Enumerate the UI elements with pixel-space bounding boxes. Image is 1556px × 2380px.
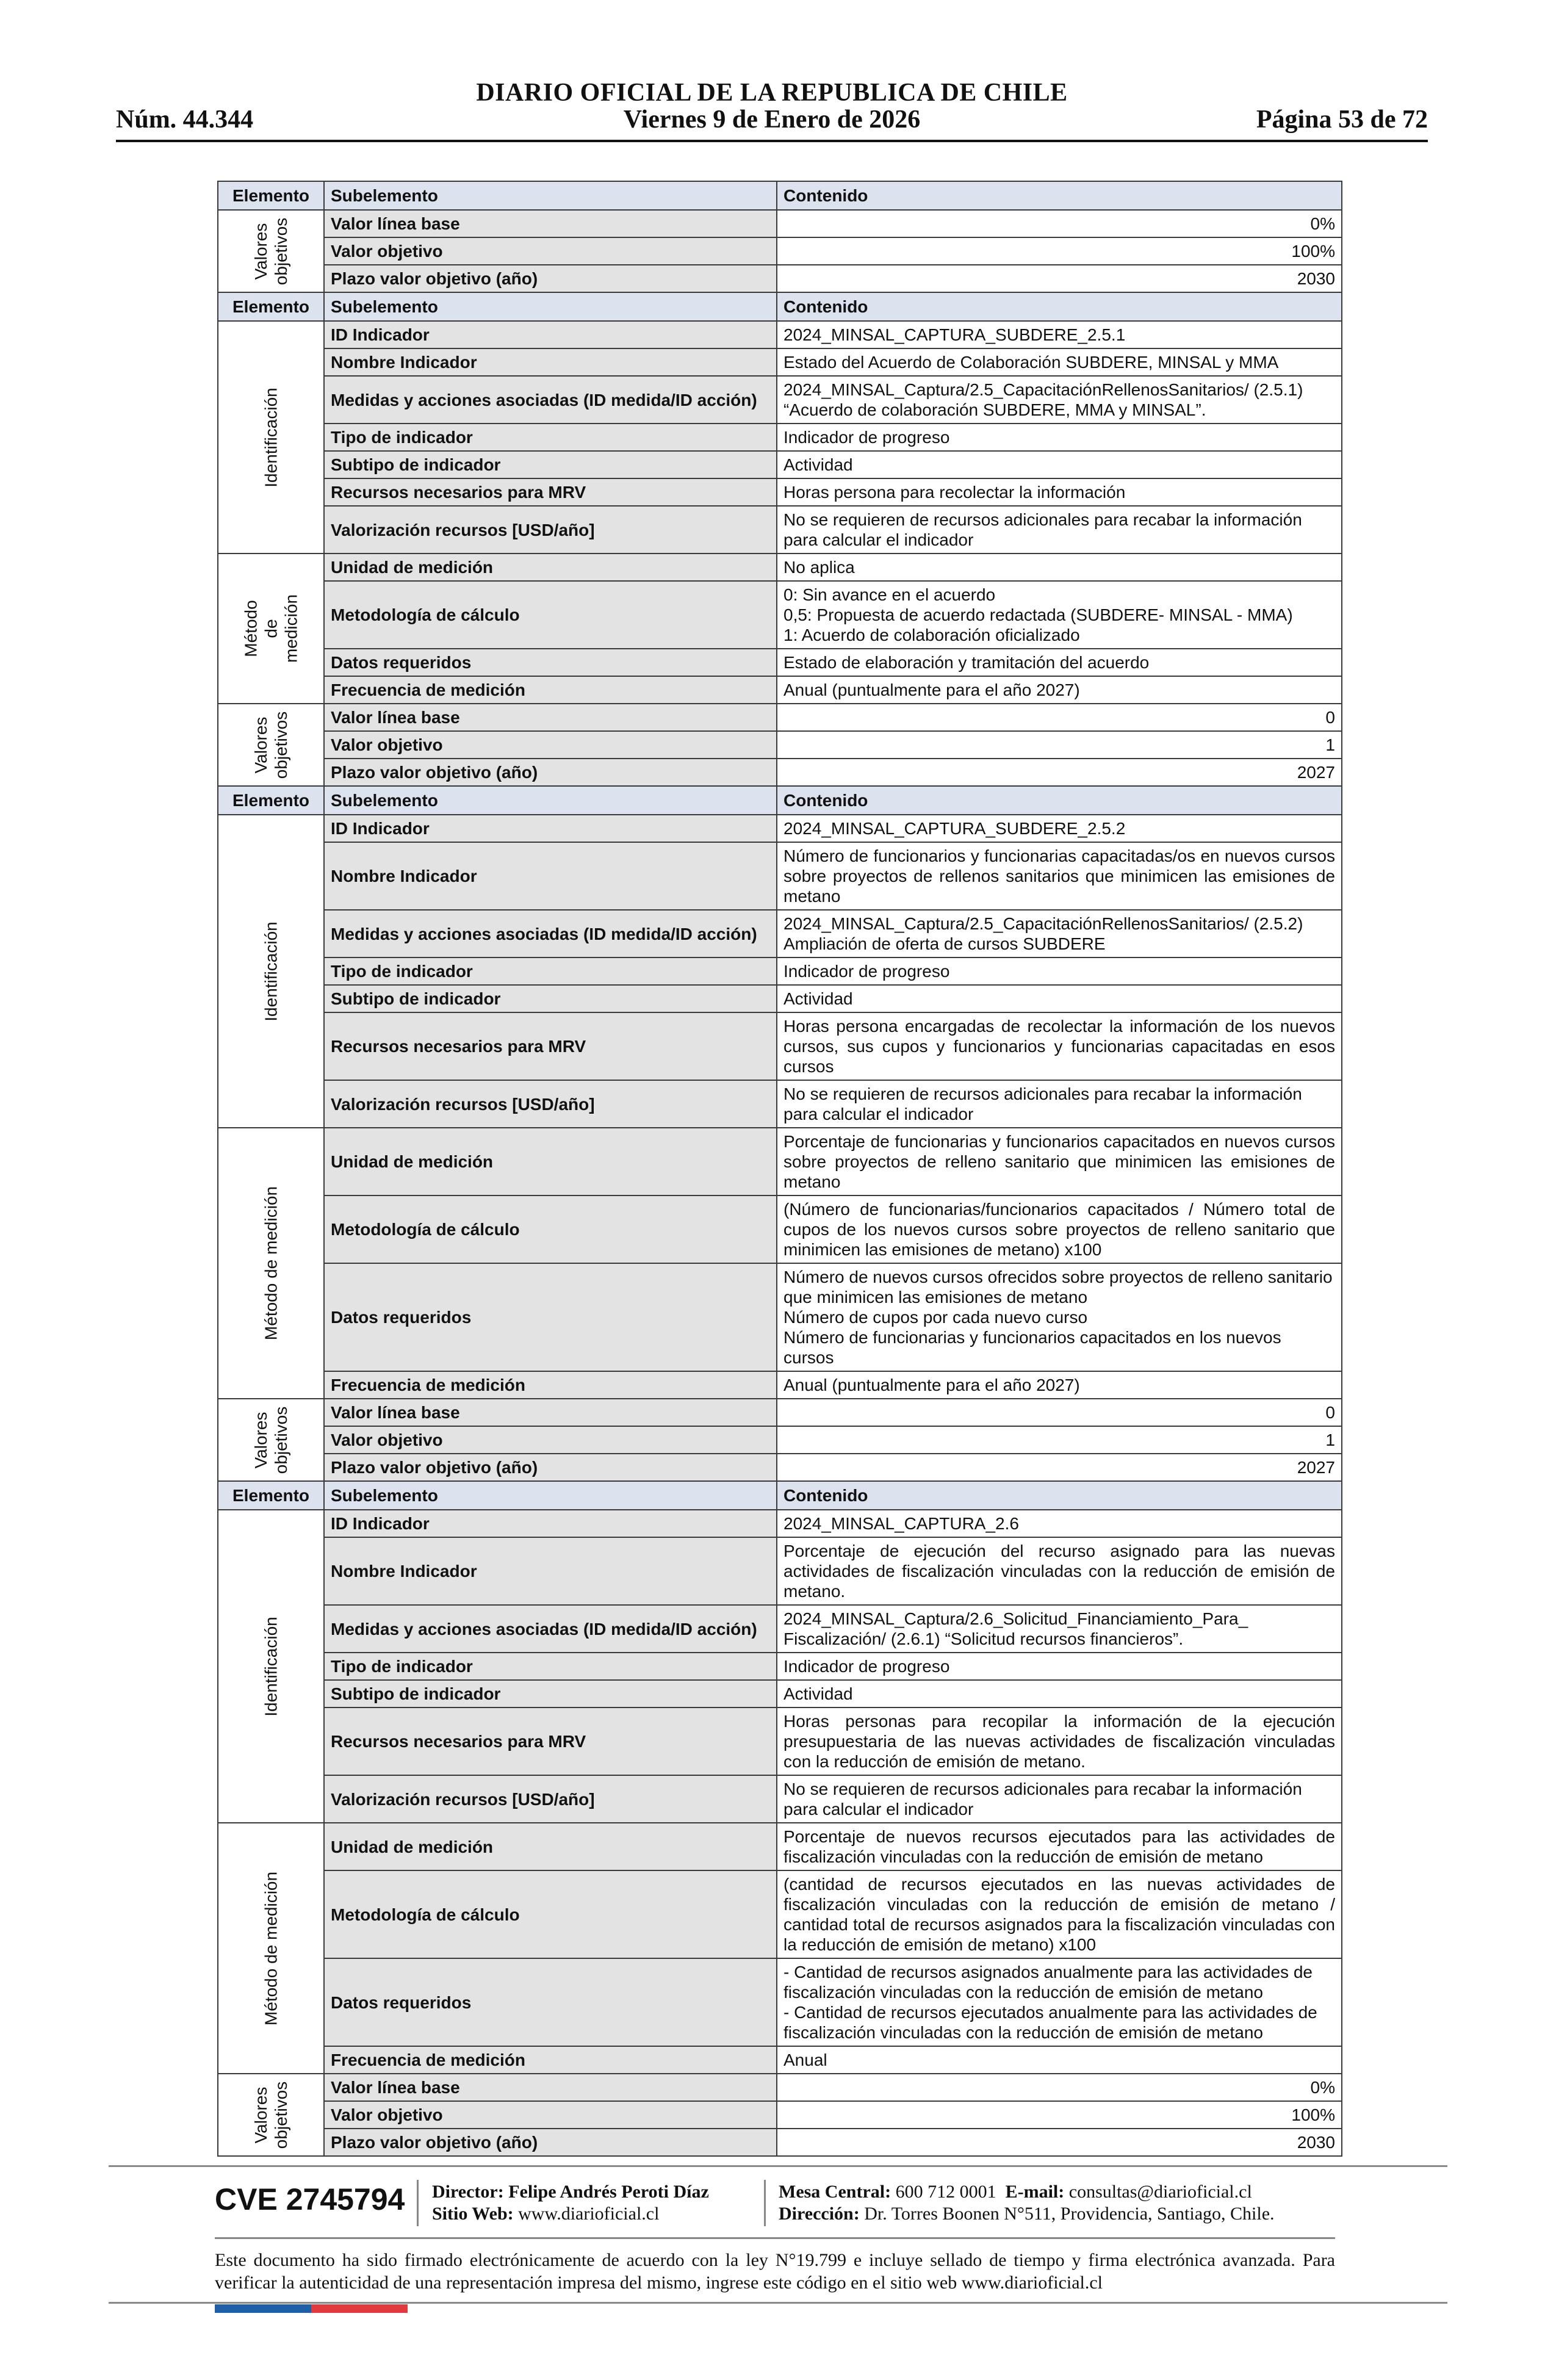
header-contenido: Contenido (777, 292, 1342, 321)
issue-number: Núm. 44.344 (116, 106, 254, 134)
group-valores-objetivos (218, 704, 324, 786)
row-subelement: Datos requeridos (324, 1958, 777, 2046)
address-label: Dirección: (779, 2204, 860, 2224)
row-content: 0% (777, 2074, 1342, 2101)
row-subelement: Valor objetivo (324, 1426, 777, 1454)
indicator-table (217, 181, 1341, 2157)
group-label: Identificación (261, 387, 281, 488)
row-content: 0 (777, 1399, 1342, 1426)
table-row (218, 451, 1342, 478)
row-subelement: Plazo valor objetivo (año) (324, 2129, 777, 2156)
table-header-row (218, 292, 1342, 321)
row-subelement: Recursos necesarios para MRV (324, 478, 777, 506)
table-row (218, 478, 1342, 506)
table-row (218, 1870, 1342, 1958)
table-header-row (218, 1481, 1342, 1510)
group-label: Valores objetivos (251, 2081, 290, 2149)
row-subelement: Medidas y acciones asociadas (ID medida/ID acción) (324, 376, 777, 424)
table-row (218, 704, 1342, 731)
row-content: Horas persona encargadas de recolectar la información de los nuevos cursos, sus cupos y funcionarios y funcionarias capacitadas en esos cursos (777, 1012, 1342, 1080)
table-row (218, 676, 1342, 704)
row-content: 0 (777, 704, 1342, 731)
row-content: No se requieren de recursos adicionales para recabar la información para calcular el indicador (777, 1775, 1342, 1823)
table-row (218, 957, 1342, 985)
row-subelement: Valor objetivo (324, 731, 777, 759)
footer-rule-bottom (109, 2302, 1447, 2304)
group-valores-objetivos (218, 2074, 324, 2156)
header-subelemento: Subelemento (324, 292, 777, 321)
row-content: 2024_MINSAL_CAPTURA_SUBDERE_2.5.1 (777, 321, 1342, 348)
row-subelement: Medidas y acciones asociadas (ID medida/ID acción) (324, 910, 777, 957)
row-content: Indicador de progreso (777, 957, 1342, 985)
row-content: 100% (777, 237, 1342, 265)
table-row (218, 910, 1342, 957)
table-row (218, 1263, 1342, 1371)
row-content: 1 (777, 731, 1342, 759)
table-row (218, 581, 1342, 649)
row-subelement: ID Indicador (324, 1510, 777, 1537)
table-row (218, 348, 1342, 376)
group-metodo-medicion (218, 1128, 324, 1399)
row-subelement: Datos requeridos (324, 649, 777, 676)
table-header-row (218, 181, 1342, 210)
phone-number: 600 712 0001 (895, 2182, 996, 2202)
row-content: No aplica (777, 554, 1342, 581)
table-row (218, 265, 1342, 292)
row-subelement: Medidas y acciones asociadas (ID medida/ID acción) (324, 1605, 777, 1653)
flag-bar-red (311, 2304, 408, 2313)
row-subelement: Frecuencia de medición (324, 1371, 777, 1399)
table-row (218, 1537, 1342, 1605)
signature-note: Este documento ha sido firmado electrónicamente de acuerdo con la ley N°19.799 e incluye sellado de tiempo y firma electrónica avanzada. Para verificar la autenticidad de una representación impresa del mismo, ingrese este código en el sitio web www.diarioficial.cl (215, 2250, 1335, 2293)
table-row (218, 1958, 1342, 2046)
row-content: 2024_MINSAL_Captura/2.5_CapacitaciónRellenosSanitarios/ (2.5.2) Ampliación de oferta de cursos SUBDERE (777, 910, 1342, 957)
row-subelement: Valor línea base (324, 704, 777, 731)
row-subelement: Unidad de medición (324, 554, 777, 581)
address-text: Dr. Torres Boonen N°511, Providencia, Santiago, Chile. (864, 2204, 1275, 2224)
table-row (218, 1454, 1342, 1481)
header-elemento: Elemento (218, 786, 324, 815)
row-subelement: Plazo valor objetivo (año) (324, 1454, 777, 1481)
table-row (218, 1823, 1342, 1870)
row-content: Anual (777, 2046, 1342, 2074)
page-number: Página 53 de 72 (1256, 106, 1428, 134)
group-label: Valores objetivos (251, 217, 290, 285)
table-row (218, 1128, 1342, 1195)
director-name: Felipe Andrés Peroti Díaz (508, 2182, 709, 2202)
row-subelement: Valor línea base (324, 210, 777, 237)
row-subelement: Nombre Indicador (324, 842, 777, 910)
group-label: Método de medición (241, 594, 301, 663)
footer-divider (417, 2180, 419, 2226)
email-link[interactable]: consultas@diarioficial.cl (1068, 2182, 1252, 2202)
row-content: Anual (puntualmente para el año 2027) (777, 676, 1342, 704)
row-subelement: Unidad de medición (324, 1128, 777, 1195)
header-subelemento: Subelemento (324, 181, 777, 210)
row-content: Estado del Acuerdo de Colaboración SUBDERE, MINSAL y MMA (777, 348, 1342, 376)
row-subelement: Tipo de indicador (324, 1653, 777, 1680)
row-subelement: Metodología de cálculo (324, 581, 777, 649)
table-row (218, 237, 1342, 265)
table-row (218, 1510, 1342, 1537)
row-content: Horas personas para recopilar la información de la ejecución presupuestaria de las nuevas actividades de fiscalización vinculadas con la reducción de emisión de metano. (777, 1707, 1342, 1775)
row-content: 2024_MINSAL_CAPTURA_SUBDERE_2.5.2 (777, 815, 1342, 842)
group-label: Método de medición (261, 1186, 281, 1341)
row-content: Porcentaje de nuevos recursos ejecutados para las actividades de fiscalización vinculadas con la reducción de emisión de metano (777, 1823, 1342, 1870)
row-content: 2024_MINSAL_Captura/2.5_CapacitaciónRellenosSanitarios/ (2.5.1) “Acuerdo de colaboración SUBDERE, MMA y MINSAL”. (777, 376, 1342, 424)
row-content: Porcentaje de funcionarias y funcionarios capacitados en nuevos cursos sobre proyectos de relleno sanitario que minimicen las emisiones de metano (777, 1128, 1342, 1195)
row-content: No se requieren de recursos adicionales para recabar la información para calcular el indicador (777, 1080, 1342, 1128)
table-row (218, 815, 1342, 842)
row-subelement: ID Indicador (324, 321, 777, 348)
row-content: 2027 (777, 1454, 1342, 1481)
footer-director-block (432, 2181, 709, 2225)
header-subelemento: Subelemento (324, 1481, 777, 1510)
row-subelement: Valorización recursos [USD/año] (324, 506, 777, 554)
row-subelement: Frecuencia de medición (324, 676, 777, 704)
flag-bar-blue (215, 2304, 311, 2313)
row-subelement: Valor objetivo (324, 2101, 777, 2129)
footer-rule-top (109, 2165, 1447, 2167)
row-subelement: Recursos necesarios para MRV (324, 1012, 777, 1080)
row-subelement: Tipo de indicador (324, 957, 777, 985)
row-subelement: Valor línea base (324, 2074, 777, 2101)
row-content: 2024_MINSAL_Captura/2.6_Solicitud_Financiamiento_Para_ Fiscalización/ (2.6.1) “Solicitud recursos financieros”. (777, 1605, 1342, 1653)
table-row (218, 1012, 1342, 1080)
footer-rule-middle (215, 2237, 1335, 2239)
table-row (218, 2046, 1342, 2074)
row-content: Número de funcionarios y funcionarias capacitadas/os en nuevos cursos sobre proyectos de rellenos sanitarios que minimicen las emisiones de metano (777, 842, 1342, 910)
group-label: Identificación (261, 1616, 281, 1717)
row-content: No se requieren de recursos adicionales para recabar la información para calcular el indicador (777, 506, 1342, 554)
row-subelement: ID Indicador (324, 815, 777, 842)
row-content: (cantidad de recursos ejecutados en las nuevas actividades de fiscalización vinculadas con la reducción de emisión de metano / cantidad total de recursos asignados para la fiscalización vinculadas con la reducción de emisión de metano) x100 (777, 1870, 1342, 1958)
table-row (218, 2101, 1342, 2129)
row-content: Estado de elaboración y tramitación del acuerdo (777, 649, 1342, 676)
row-content: Porcentaje de ejecución del recurso asignado para las nuevas actividades de fiscalización vinculadas con la reducción de emisión de metano. (777, 1537, 1342, 1605)
table-row (218, 1399, 1342, 1426)
row-subelement: Subtipo de indicador (324, 451, 777, 478)
group-label: Método de medición (261, 1871, 281, 2025)
email-label: E-mail: (1005, 2182, 1065, 2202)
header-contenido: Contenido (777, 181, 1342, 210)
table-row (218, 985, 1342, 1012)
row-content: Número de nuevos cursos ofrecidos sobre proyectos de relleno sanitario que minimicen las emisiones de metano Número de cupos por cada nuevo curso Número de funcionarias y funcionarios capacitados en los nuevos cursos (777, 1263, 1342, 1371)
header-rule (116, 140, 1428, 142)
row-subelement: Valor línea base (324, 1399, 777, 1426)
row-content: Actividad (777, 1680, 1342, 1707)
row-subelement: Metodología de cálculo (324, 1870, 777, 1958)
header-elemento: Elemento (218, 181, 324, 210)
row-content: 0% (777, 210, 1342, 237)
row-subelement: Subtipo de indicador (324, 1680, 777, 1707)
row-subelement: Valor objetivo (324, 237, 777, 265)
table-row (218, 376, 1342, 424)
row-content: 1 (777, 1426, 1342, 1454)
table-row (218, 1080, 1342, 1128)
row-subelement: Nombre Indicador (324, 1537, 777, 1605)
group-label: Valores objetivos (251, 1406, 290, 1474)
phone-label: Mesa Central: (779, 2182, 891, 2202)
cve-code: CVE 2745794 (215, 2182, 405, 2216)
header-subelemento: Subelemento (324, 786, 777, 815)
group-identificacion (218, 815, 324, 1128)
table-row (218, 554, 1342, 581)
group-identificacion (218, 1510, 324, 1823)
table-row (218, 1426, 1342, 1454)
table-row (218, 649, 1342, 676)
table-row (218, 1605, 1342, 1653)
row-content: 0: Sin avance en el acuerdo 0,5: Propuesta de acuerdo redactada (SUBDERE- MINSAL - MMA) 1: Acuerdo de colaboración oficializado (777, 581, 1342, 649)
table-header-row (218, 786, 1342, 815)
row-subelement: Plazo valor objetivo (año) (324, 265, 777, 292)
table-row (218, 424, 1342, 451)
group-metodo-medicion (218, 1823, 324, 2074)
row-content: 2030 (777, 265, 1342, 292)
row-subelement: Subtipo de indicador (324, 985, 777, 1012)
table-row (218, 1653, 1342, 1680)
page-header (116, 73, 1428, 140)
row-content: Indicador de progreso (777, 1653, 1342, 1680)
table-row (218, 2129, 1342, 2156)
website-link[interactable]: www.diarioficial.cl (518, 2204, 660, 2224)
header-contenido: Contenido (777, 786, 1342, 815)
row-content: - Cantidad de recursos asignados anualmente para las actividades de fiscalización vinculadas con la reducción de emisión de metano - Cantidad de recursos ejecutados anualmente para las actividades de fiscalización vinculadas con la reducción de emisión de metano (777, 1958, 1342, 2046)
row-content: 2030 (777, 2129, 1342, 2156)
row-content: Actividad (777, 985, 1342, 1012)
table-row (218, 1680, 1342, 1707)
group-identificacion (218, 321, 324, 554)
table-row (218, 321, 1342, 348)
row-content: Indicador de progreso (777, 424, 1342, 451)
row-content: Actividad (777, 451, 1342, 478)
table-row (218, 1775, 1342, 1823)
row-subelement: Frecuencia de medición (324, 2046, 777, 2074)
table-row (218, 1195, 1342, 1263)
row-content: 100% (777, 2101, 1342, 2129)
row-content: Horas persona para recolectar la información (777, 478, 1342, 506)
row-subelement: Nombre Indicador (324, 348, 777, 376)
row-subelement: Datos requeridos (324, 1263, 777, 1371)
footer-contact-block (779, 2181, 1275, 2225)
table-row (218, 2074, 1342, 2101)
row-subelement: Recursos necesarios para MRV (324, 1707, 777, 1775)
row-subelement: Valorización recursos [USD/año] (324, 1775, 777, 1823)
header-elemento: Elemento (218, 1481, 324, 1510)
row-content: Anual (puntualmente para el año 2027) (777, 1371, 1342, 1399)
row-subelement: Tipo de indicador (324, 424, 777, 451)
row-subelement: Metodología de cálculo (324, 1195, 777, 1263)
table-row (218, 506, 1342, 554)
header-contenido: Contenido (777, 1481, 1342, 1510)
footer-divider (764, 2180, 766, 2226)
table-row (218, 210, 1342, 237)
issue-date: Viernes 9 de Enero de 2026 (623, 106, 921, 134)
table-row (218, 842, 1342, 910)
group-label: Identificación (261, 921, 281, 1022)
group-metodo-medicion (218, 554, 324, 704)
group-valores-objetivos (218, 1399, 324, 1481)
row-content: (Número de funcionarias/funcionarios capacitados / Número total de cupos de los nuevos cursos sobre proyectos de relleno sanitario que minimicen las emisiones de metano) x100 (777, 1195, 1342, 1263)
publication-title: DIARIO OFICIAL DE LA REPUBLICA DE CHILE (476, 79, 1068, 107)
row-subelement: Plazo valor objetivo (año) (324, 759, 777, 786)
row-subelement: Valorización recursos [USD/año] (324, 1080, 777, 1128)
row-content: 2024_MINSAL_CAPTURA_2.6 (777, 1510, 1342, 1537)
row-content: 2027 (777, 759, 1342, 786)
director-label: Director: (432, 2182, 504, 2202)
table-row (218, 759, 1342, 786)
row-subelement: Unidad de medición (324, 1823, 777, 1870)
header-elemento: Elemento (218, 292, 324, 321)
group-label: Valores objetivos (251, 711, 290, 779)
group-valores-objetivos (218, 210, 324, 292)
table-row (218, 1371, 1342, 1399)
table-row (218, 731, 1342, 759)
table-row (218, 1707, 1342, 1775)
website-label: Sitio Web: (432, 2204, 514, 2224)
